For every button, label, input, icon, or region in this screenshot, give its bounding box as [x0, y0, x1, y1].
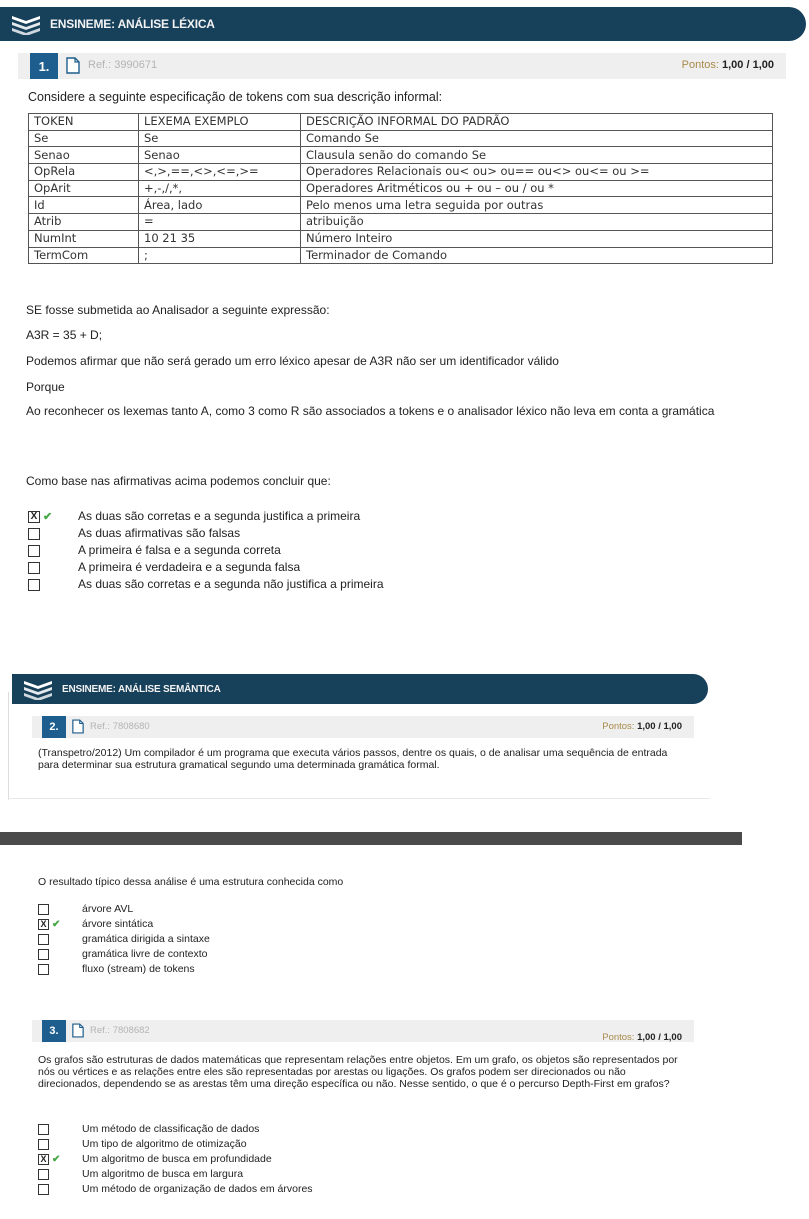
paragraph: SE fosse submetida ao Analisador a seguinte expressão: — [26, 303, 330, 317]
table-row — [29, 180, 773, 197]
section-banner-semantic — [12, 674, 708, 704]
table-header-cell: DESCRIÇÃO INFORMAL DO PADRÃO — [301, 114, 773, 131]
page-divider — [0, 832, 742, 845]
table-row — [29, 230, 773, 247]
table-cell: Área, lado — [139, 197, 301, 214]
table-cell: TermCom — [29, 247, 139, 264]
option-label: A primeira é verdadeira e a segunda falsa — [78, 560, 301, 574]
option-label: Um método de classificação de dados — [82, 1123, 260, 1135]
option-label: árvore sintática — [82, 918, 154, 930]
checkbox[interactable] — [38, 904, 49, 915]
correct-check-icon: ✔ — [52, 919, 61, 930]
checkbox[interactable] — [38, 964, 49, 975]
checkbox[interactable] — [28, 545, 40, 557]
table-cell: Operadores Relacionais ou< ou> ou== ou<> ou<= ou >= — [301, 164, 773, 181]
answer-options — [38, 1122, 378, 1197]
checkbox[interactable] — [38, 1124, 49, 1135]
option-label: A primeira é falsa e a segunda correta — [78, 543, 281, 557]
book-stack-icon — [10, 13, 42, 35]
table-cell: = — [139, 214, 301, 231]
question-ref: Ref.: 3990671 — [88, 59, 158, 71]
table-cell: Se — [29, 130, 139, 147]
checkbox[interactable] — [38, 1169, 49, 1180]
table-cell: atribuição — [301, 214, 773, 231]
table-row — [29, 197, 773, 214]
checkbox[interactable] — [28, 562, 40, 574]
answer-option[interactable] — [28, 542, 508, 559]
table-row — [29, 247, 773, 264]
question-ref: Ref.: 7808682 — [90, 1025, 150, 1036]
table-row — [29, 147, 773, 164]
answer-option[interactable] — [38, 932, 338, 947]
table-cell: Número Inteiro — [301, 230, 773, 247]
question-points: Pontos: 1,00 / 1,00 — [602, 721, 682, 732]
question-number: 3. — [42, 1020, 66, 1042]
table-cell: Pelo menos uma letra seguida por outras — [301, 197, 773, 214]
question-points: Pontos: 1,00 / 1,00 — [602, 1032, 682, 1043]
answer-option[interactable] — [38, 917, 338, 932]
book-stack-icon — [22, 678, 54, 700]
table-cell: OpArit — [29, 180, 139, 197]
answer-option[interactable] — [28, 525, 508, 542]
option-label: fluxo (stream) de tokens — [82, 963, 195, 975]
answer-option[interactable] — [38, 1122, 378, 1137]
answer-option[interactable] — [38, 1167, 378, 1182]
answer-option[interactable] — [38, 1152, 378, 1167]
question-ref: Ref.: 7808680 — [90, 721, 150, 732]
answer-option[interactable] — [28, 576, 508, 593]
question-header-2 — [32, 716, 694, 738]
question-stem: (Transpetro/2012) Um compilador é um programa que executa vários passos, dentre os quais, o de analisar uma sequência de entrada para determinar sua estrutura gramatical segundo uma determinada gramática formal. — [38, 747, 668, 771]
paragraph: Porque — [26, 380, 65, 394]
table-cell: Operadores Aritméticos ou + ou – ou / ou * — [301, 180, 773, 197]
answer-options — [28, 508, 508, 593]
checkbox[interactable] — [38, 949, 49, 960]
table-cell: 10 21 35 — [139, 230, 301, 247]
question-intro: Considere a seguinte especificação de tokens com sua descrição informal: — [28, 90, 443, 104]
document-icon[interactable] — [72, 1023, 84, 1038]
table-row — [29, 130, 773, 147]
answer-options — [38, 902, 338, 977]
table-cell: Se — [139, 130, 301, 147]
answer-option[interactable] — [28, 559, 508, 576]
section-title: ENSINEME: ANÁLISE LÉXICA — [50, 17, 215, 31]
question-header-3 — [32, 1020, 694, 1042]
option-label: As duas são corretas e a segunda não justifica a primeira — [78, 577, 384, 591]
checkbox[interactable] — [38, 934, 49, 945]
correct-check-icon: ✔ — [52, 1154, 61, 1165]
section-title: ENSINEME: ANÁLISE SEMÂNTICA — [62, 683, 221, 695]
table-cell: ; — [139, 247, 301, 264]
question-number: 2. — [42, 716, 66, 738]
table-cell: Terminador de Comando — [301, 247, 773, 264]
paragraph: Ao reconhecer os lexemas tanto A, como 3 como R são associados a tokens e o analisador léxico não leva em conta a gramática — [26, 404, 715, 418]
table-header-cell: LEXEMA EXEMPLO — [139, 114, 301, 131]
question-header-1 — [18, 53, 786, 79]
document-icon[interactable] — [72, 719, 84, 734]
option-label: gramática dirigida a sintaxe — [82, 933, 210, 945]
option-label: As duas afirmativas são falsas — [78, 526, 241, 540]
section-banner-lexical — [0, 7, 806, 41]
table-header-cell: TOKEN — [29, 114, 139, 131]
table-cell: <,>,==,<>,<=,>= — [139, 164, 301, 181]
question-prompt: Como base nas afirmativas acima podemos concluir que: — [26, 474, 331, 488]
document-icon[interactable] — [66, 57, 80, 74]
table-cell: Senao — [29, 147, 139, 164]
question-prompt: O resultado típico dessa análise é uma estrutura conhecida como — [38, 876, 344, 888]
paragraph: Podemos afirmar que não será gerado um erro léxico apesar de A3R não ser um identificador válido — [26, 354, 559, 368]
checkbox[interactable] — [38, 1139, 49, 1150]
paragraph: A3R = 35 + D; — [26, 328, 103, 342]
question-stem: Os grafos são estruturas de dados matemáticas que representam relações entre objetos. Em um grafo, os objetos são representados por nós ou vértices e as relações entre eles são representadas por arestas ou ligações. Os grafos podem ser direcionados ou não direcionados, dependendo se as arestas têm uma direção específica ou não. Nesse sentido, o que é o percurso Depth-First em grafos? — [38, 1054, 678, 1090]
answer-option[interactable] — [38, 947, 338, 962]
correct-check-icon: ✔ — [43, 511, 53, 523]
option-label: As duas são corretas e a segunda justifica a primeira — [78, 509, 361, 523]
token-table — [28, 113, 773, 264]
option-label: Um algoritmo de busca em largura — [82, 1168, 244, 1180]
table-row — [29, 214, 773, 231]
checkbox[interactable] — [28, 528, 40, 540]
table-cell: OpRela — [29, 164, 139, 181]
table-header-row — [29, 114, 773, 131]
table-cell: Senao — [139, 147, 301, 164]
answer-option[interactable] — [38, 902, 338, 917]
option-label: gramática livre de contexto — [82, 948, 208, 960]
answer-option[interactable] — [38, 1182, 378, 1197]
checkbox[interactable]: X — [38, 919, 49, 930]
question-points: Pontos: 1,00 / 1,00 — [681, 59, 774, 71]
table-cell: Comando Se — [301, 130, 773, 147]
question-number: 1. — [30, 53, 58, 79]
answer-option[interactable] — [38, 1137, 378, 1152]
option-label: árvore AVL — [82, 903, 134, 915]
answer-option[interactable] — [28, 508, 508, 525]
table-cell: +,-,/,*, — [139, 180, 301, 197]
checkbox[interactable]: X — [38, 1154, 49, 1165]
checkbox[interactable]: X — [28, 511, 40, 523]
option-label: Um método de organização de dados em árvores — [82, 1183, 313, 1195]
card-border — [8, 798, 710, 799]
table-cell: Atrib — [29, 214, 139, 231]
table-cell: Clausula senão do comando Se — [301, 147, 773, 164]
table-row — [29, 164, 773, 181]
checkbox[interactable] — [38, 1184, 49, 1195]
answer-option[interactable] — [38, 962, 338, 977]
table-cell: NumInt — [29, 230, 139, 247]
table-cell: Id — [29, 197, 139, 214]
card-border — [8, 692, 9, 800]
option-label: Um algoritmo de busca em profundidade — [82, 1153, 272, 1165]
option-label: Um tipo de algoritmo de otimização — [82, 1138, 247, 1150]
checkbox[interactable] — [28, 579, 40, 591]
